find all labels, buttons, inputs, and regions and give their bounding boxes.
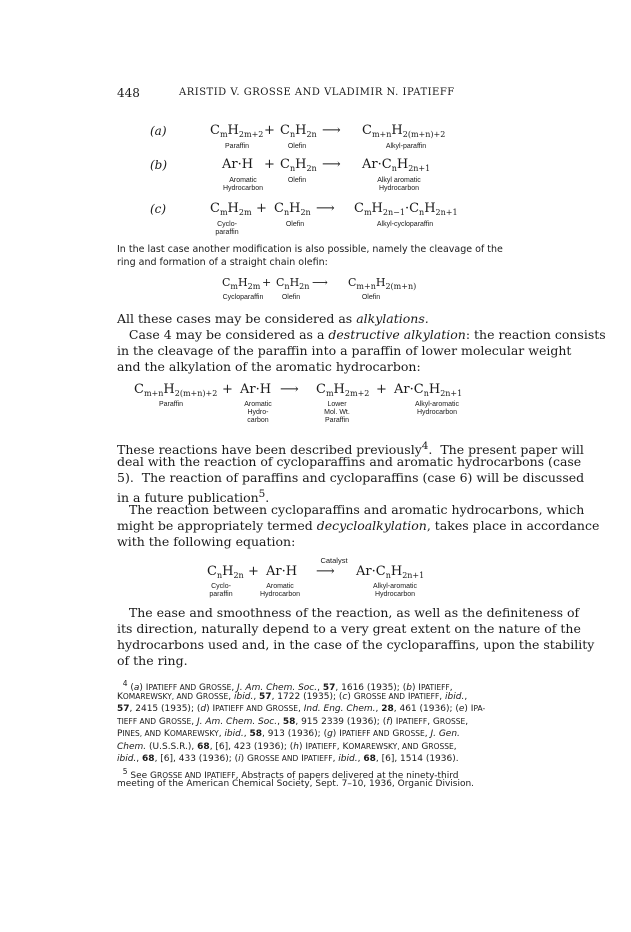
text-line: All these cases may be considered as alkylations.: [117, 311, 429, 326]
arrow: ⟶: [322, 157, 341, 172]
equation-term: $C_{m+n}H_{2(m+n)+2}$: [134, 382, 218, 398]
equation-tag: (c): [150, 202, 167, 216]
text-line: $^4$ (a) IPATIEFF AND GROSSE, J. Am. Chem. Soc., 57, 1616 (1935); (b) IPATIEFF,: [122, 679, 453, 693]
page-header: [117, 86, 517, 102]
equation-term: $C_mH_{2m}$: [222, 276, 261, 291]
equation-label: Cycloparaffin: [222, 294, 264, 301]
text-line: $^5$ See GROSSE AND IPATIEFF, Abstracts of papers delivered at the ninety-third: [122, 766, 459, 781]
plus-sign: +: [248, 564, 259, 579]
text-line: ring and formation of a straight chain olefin:: [117, 257, 328, 268]
equation-label: Aromatic Hydrocarbon: [222, 177, 264, 192]
equation-term: $C_mH_{2m+2}$: [210, 123, 264, 139]
equation-term: $C_mH_{2m}$: [210, 201, 252, 217]
paragraph-ease: [117, 605, 595, 669]
equation-term: $Ar\cdot C_nH_{2n+1}$: [362, 157, 431, 173]
equation-label: Olefin: [287, 177, 307, 184]
text-line: its direction, naturally depend to a very great extent on the nature of the: [117, 621, 581, 636]
text-line: These reactions have been described previously$^4$. The present paper will: [117, 440, 584, 458]
plus-sign: +: [256, 201, 267, 216]
equation-term: $C_mH_{2n-1}\cdot C_nH_{2n+1}$: [354, 201, 458, 217]
text-line: Case 4 may be considered as a destructive alkylation: the reaction consists: [117, 327, 606, 342]
equation-term: $C_{m+n}H_{2(m+n)}$: [348, 276, 417, 291]
text-line: deal with the reaction of cycloparaffins and aromatic hydrocarbons (case: [117, 454, 582, 469]
text-line: The ease and smoothness of the reaction, as well as the definiteness of: [117, 605, 580, 620]
equation-tag: (a): [150, 124, 167, 138]
equation-term: $C_{m+n}H_{2(m+n)+2}$: [362, 123, 446, 139]
equation-label: Paraffin: [159, 401, 183, 408]
equation-label: Cyclo- paraffin: [209, 583, 233, 598]
paragraph-alkylations: [117, 311, 606, 375]
equation-tag: (b): [150, 158, 168, 172]
plus-sign: +: [264, 123, 275, 138]
equation-label: Aromatic Hydro- carbon: [244, 401, 272, 424]
equation-term: $C_nH_{2n}$: [274, 201, 311, 217]
text-line: 57, 2415 (1935); (d) IPATIEFF AND GROSSE, Ind. Eng. Chem., 28, 461 (1936); (e) IPA-: [117, 704, 486, 714]
equation-label: Olefin: [287, 143, 307, 150]
page-number: 448: [117, 86, 140, 100]
plus-sign: +: [376, 382, 387, 397]
catalyst-label: Catalyst: [320, 556, 348, 565]
equation-label: Alkyl-paraffin: [385, 143, 427, 150]
plus-sign: +: [222, 382, 233, 397]
equation-term: $C_nH_{2n}$: [280, 123, 317, 139]
equation-term: $Ar\cdot C_nH_{2n+1}$: [356, 564, 425, 580]
equation-label: Olefin: [285, 221, 305, 228]
arrow: ⟶: [312, 276, 328, 289]
text-line: with the following equation:: [117, 534, 296, 549]
text-line: Chem. (U.S.S.R.), 68, [6], 423 (1936); (h) IPATIEFF, KOMAREWSKY, AND GROSSE,: [117, 741, 457, 752]
equation-term: Ar·H: [266, 564, 298, 579]
arrow: ⟶: [280, 382, 299, 397]
running-title: ARISTID V. GROSSE AND VLADIMIR N. IPATIEFF: [179, 87, 455, 98]
equation-label: Olefin: [281, 294, 301, 301]
paragraph-previous-work: [117, 438, 600, 550]
equation-term: Ar·H: [240, 382, 272, 397]
equation-term: Ar·H: [222, 157, 254, 172]
text-line: In the last case another modification is also possible, namely the cleavage of the: [117, 244, 503, 255]
equation-term: $C_nH_{2n}$: [207, 564, 244, 580]
text-line: and the alkylation of the aromatic hydrocarbon:: [117, 359, 421, 374]
plus-sign: +: [262, 276, 272, 289]
text-line: PINES, AND KOMAREWSKY, ibid., 58, 913 (1936); (g) IPATIEFF AND GROSSE, J. Gen.: [117, 729, 460, 739]
arrow: ⟶: [322, 123, 341, 138]
equation-label: Alkyl-aromatic Hydrocarbon: [415, 401, 459, 416]
text-line: KOMAREWSKY, AND GROSSE, ibid., 57, 1722 (1935); (c) GROSSE AND IPATIEFF, ibid.,: [117, 691, 468, 702]
equation-term: $C_nH_{2n}$: [276, 276, 310, 291]
small-paragraph: [117, 243, 518, 269]
arrow: ⟶: [316, 564, 335, 579]
text-line: of the ring.: [117, 653, 188, 668]
text-line: hydrocarbons used and, in the case of the cycloparaffins, upon the stability: [117, 637, 595, 652]
text-line: TIEFF AND GROSSE, J. Am. Chem. Soc., 58, 915 2339 (1936); (f) IPATIEFF, GROSSE,: [117, 716, 469, 727]
equation-label: Olefin: [361, 294, 381, 301]
equation-label: Cyclo- paraffin: [215, 221, 239, 236]
text-line: ibid., 68, [6], 433 (1936); (i) GROSSE AND IPATIEFF, ibid., 68, [6], 1514 (1936).: [117, 754, 459, 764]
equation-label: Alkyl-aromatic Hydrocarbon: [373, 583, 417, 598]
equation-term: $Ar\cdot C_nH_{2n+1}$: [394, 382, 463, 398]
equation-term: $C_nH_{2n}$: [280, 157, 317, 173]
text-line: might be appropriately termed decycloalkylation, takes place in accordance: [117, 518, 600, 533]
equation-label: Alkyl aromatic Hydrocarbon: [377, 177, 421, 192]
text-line: The reaction between cycloparaffins and aromatic hydrocarbons, which: [117, 502, 585, 517]
arrow: ⟶: [316, 201, 335, 216]
equation-term: $C_mH_{2m+2}$: [316, 382, 370, 398]
equation-label: Lower Mol. Wt. Paraffin: [324, 401, 350, 424]
text-line: in a future publication$^5$.: [117, 488, 270, 506]
text-line: meeting of the American Chemical Society, Sept. 7–10, 1936, Organic Division.: [117, 779, 475, 789]
footnotes: [117, 678, 518, 791]
equation-label: Aromatic Hydrocarbon: [259, 583, 301, 598]
equation-label: Paraffin: [225, 143, 249, 150]
text-line: 5). The reaction of paraffins and cycloparaffins (case 6) will be discussed: [117, 470, 585, 485]
text-line: in the cleavage of the paraffin into a paraffin of lower molecular weight: [117, 343, 572, 358]
plus-sign: +: [264, 157, 275, 172]
equation-label: Alkyl-cycloparaffin: [376, 221, 434, 228]
